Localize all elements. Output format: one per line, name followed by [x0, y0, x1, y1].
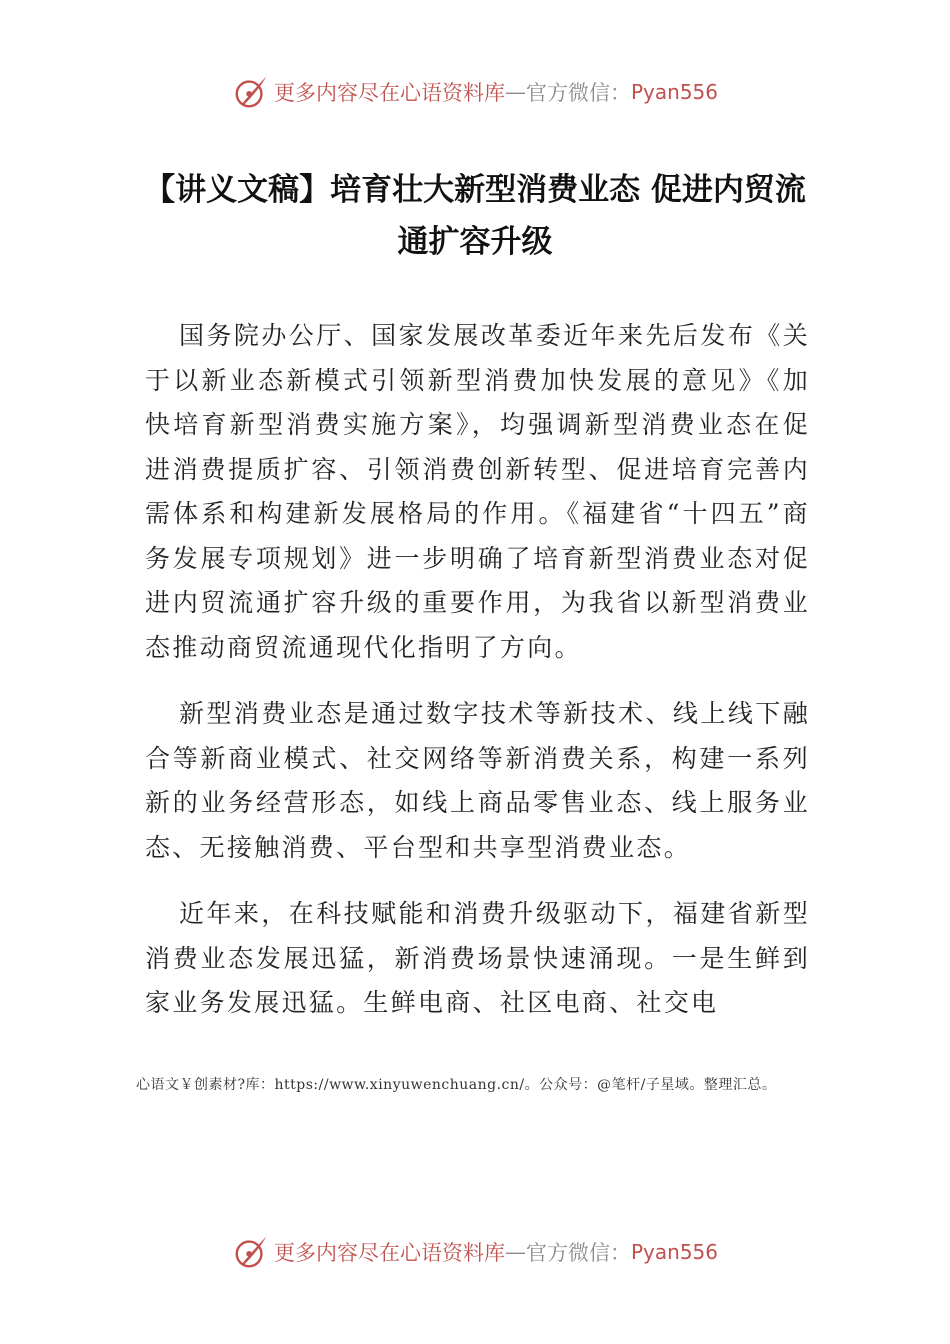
- quill-pen-logo-icon: [232, 1233, 270, 1271]
- paragraph-3: 近年来，在科技赋能和消费升级驱动下，福建省新型消费业态发展迅猛，新消费场景快速涌现。一是生鲜到家业务发展迅猛。生鲜电商、社区电商、社交电: [145, 899, 810, 1017]
- banner-separator: —: [504, 1240, 526, 1264]
- banner-account: Pyan556: [630, 1240, 718, 1264]
- paragraph-2: 新型消费业态是通过数字技术等新技术、线上线下融合等新商业模式、社交网络等新消费关系，构建一系列新的业务经营形态，如线上商品零售业态、线上服务业态、无接触消费、平台型和共享型消费业态。: [145, 699, 810, 862]
- banner-site-text: 更多内容尽在心语资料库: [273, 81, 505, 105]
- source-note: 心语文￥创素材?库：https://www.xinyuwenchuang.cn/。公众号：@笔杆/子星域。整理汇总。: [136, 1077, 777, 1093]
- banner-wechat-label: 官方微信：: [525, 1241, 631, 1265]
- banner-wechat-label: 官方微信：: [525, 81, 631, 105]
- header-banner: [0, 70, 950, 114]
- footer-banner: [0, 1230, 950, 1274]
- banner-site-text: 更多内容尽在心语资料库: [273, 1241, 505, 1265]
- paragraph-1: 国务院办公厅、国家发展改革委近年来先后发布《关于以新业态新模式引领新型消费加快发展的意见》《加快培育新型消费实施方案》，均强调新型消费业态在促进消费提质扩容、引领消费创新转型、促进培育完善内需体系和构建新发展格局的作用。《福建省“十四五”商务发展专项规划》进一步明确了培育新型消费业态对促进内贸流通扩容升级的重要作用，为我省以新型消费业态推动商贸流通现代化指明了方向。: [145, 321, 810, 662]
- banner-separator: —: [504, 80, 526, 104]
- document-title: 【讲义文稿】培育壮大新型消费业态 促进内贸流通扩容升级: [144, 172, 806, 260]
- banner-account: Pyan556: [630, 80, 718, 104]
- quill-pen-logo-icon: [232, 73, 270, 111]
- document-body: [145, 314, 810, 1048]
